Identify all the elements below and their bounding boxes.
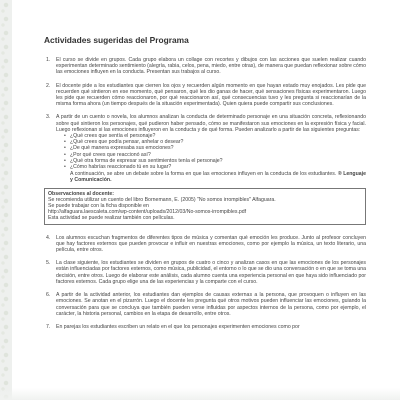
question-list (56, 133, 366, 170)
item-number: 6. (46, 292, 51, 299)
item-number: 5. (46, 260, 51, 267)
question-item: • ¿Qué crees que sentía el personaje? (64, 133, 366, 139)
item-number: 2. (46, 82, 51, 89)
item-number: 4. (46, 234, 51, 241)
activity-item-6 (44, 292, 366, 317)
question-item: • ¿Qué crees que podía pensar, anhelar o desear? (64, 139, 366, 145)
closing-subject: ® Lenguaje y Comunicación. (70, 171, 366, 184)
question-item: • ¿Cómo habrías reaccionado tú en su lugar? (64, 164, 366, 170)
question-item: • ¿De qué manera expresaba sus emociones? (64, 145, 366, 151)
activity-item-3 (44, 114, 366, 183)
teacher-observations-box (44, 188, 366, 225)
observation-line: Esta actividad se puede realizar también con películas. (48, 215, 175, 222)
item-number: 7. (46, 323, 51, 330)
item-text: En parejas los estudiantes escriben un relato en el que los personajes experimenten emociones como por (56, 323, 300, 330)
activity-item-5 (44, 260, 366, 285)
item-number: 1. (46, 57, 51, 63)
item-text: A partir de un cuento o novela, los alumnos analizan la conducta de determinado personaje en una situación concreta, reflexionando sobre qué sintieron los personajes, qué pudieron haber pensado, cómo se manifestaron sus emociones en la expresión física y facial. Luego reflexionan si las emociones influyeron en la conducta y de qué forma. Pueden analizarlo a partir de las siguientes preguntas: (56, 114, 366, 133)
item-closing (56, 171, 366, 183)
observation-line: Se puede trabajar con la ficha disponible en (48, 203, 149, 210)
activity-item-4 (44, 235, 366, 254)
item-text: El docente pide a los estudiantes que cierren los ojos y recuerden algún momento en que hayan estado muy enojados. Les pide que recuerden qué sintieron en ese momento, qué pensaron, qué les dio ganas de hacer, qué sensaciones físicas experimentaron. Luego les pide que recuerden cómo reaccionaron, por qué reaccionaron así, qué consecuencias tuvo y les pregunta si reaccionarían de la misma forma ahora (un tiempo después de la situación experimentada). Quien quiera puede compartir sus conclusiones. (56, 82, 366, 108)
observation-line: Se recomienda utilizar un cuento del libro Bornemann, E. (2005) "No somos irrompibles" Alfaguara. (48, 196, 276, 203)
observation-link[interactable]: http://alfaguara.laescaleta.com/wp-content/uploads/2012/03/No-somos-irrompibles.pdf (48, 209, 247, 216)
item-text: El curso se divide en grupos. Cada grupo elabora un collage con recortes y dibujos con las acciones que suelen realizar cuando experimentan determinado sentimiento (alegría, rabia, celos, pena, miedo, entre otras), de manera que puedan reflexionar sobre cómo las emociones influyen en la conducta. Presentan sus trabajos al curso. (56, 57, 366, 76)
activity-item-7 (44, 324, 366, 330)
page-title: Actividades sugeridas del Programa (44, 35, 189, 45)
closing-text: A continuación, se abre un debate sobre la forma en que las emociones influyen en la conducta de los estudiantes. (70, 171, 337, 178)
item-number: 3. (46, 114, 51, 121)
question-item: • ¿Por qué crees que reaccionó así? (64, 152, 366, 158)
document-page (44, 35, 366, 337)
activity-item-1 (44, 57, 366, 76)
bottom-decorative-border (0, 388, 400, 400)
item-text: Los alumnos escuchan fragmentos de diferentes tipos de música y comentan qué emoción les produce. Junto al profesor concluyen que hay factores externos que pueden provocar e influir en nuestras emociones, como por ejemplo la música, un texto literario, una película, entre otros. (56, 234, 366, 254)
observations-title: Observaciones al docente: (48, 190, 115, 197)
left-decorative-border (0, 0, 12, 400)
item-text: La clase siguiente, los estudiantes se dividen en grupos de cuatro o cinco y analizan casos en que las emociones de los personajes están influenciadas por factores externos, como música, publicidad, el entorno o lo que se dio una conversación o en que se toma una decisión, entre otros. Luego de elaborar este análisis, cada alumno cuenta una experiencia personal en que haya sido influenciado por factores externos. Cada grupo elige una de las experiencias y la comparte con el curso. (56, 260, 366, 285)
activity-item-2 (44, 83, 366, 108)
question-item: • ¿Qué otra forma de expresar sus sentimientos tenía el personaje? (64, 158, 366, 164)
item-text: A partir de la actividad anterior, los estudiantes dan ejemplos de causas externas a la persona, que provoquen o influyen en las emociones. Se anotan en el pizarrón. Luego el docente les pregunta qué otros motivos pueden influenciar las emociones, guiando la conversación para que se concluya que también pueden verse influidas por aspectos internos de la persona, como por ejemplo, el carácter, la historia personal, cambios en la etapa de desarrollo, entre otros. (56, 292, 366, 317)
